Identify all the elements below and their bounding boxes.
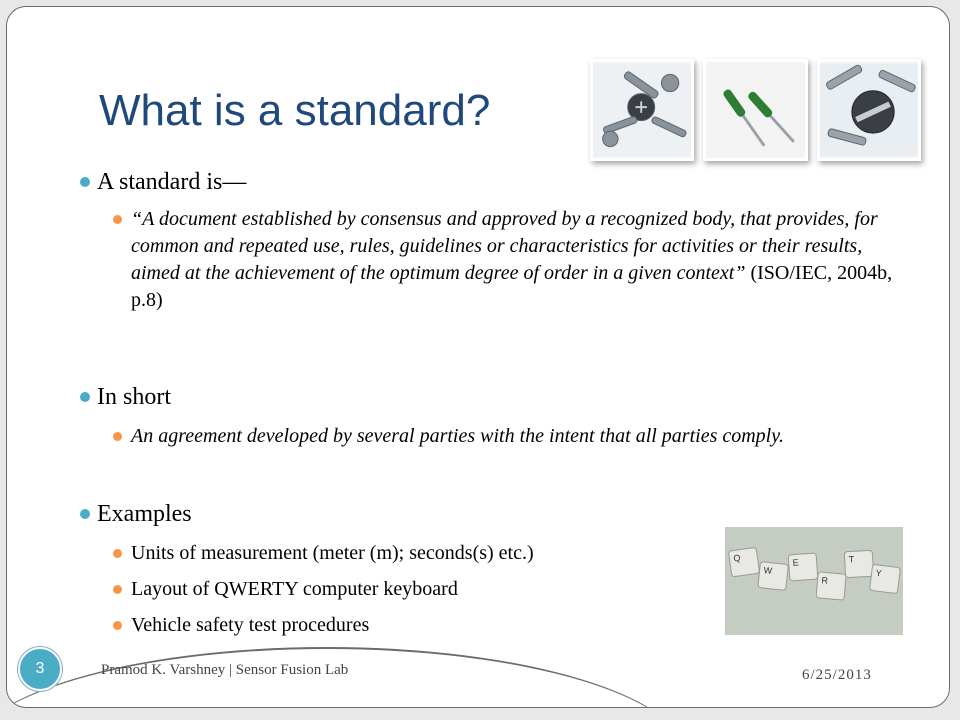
footer-author: Pramod K. Varshney | Sensor Fusion Lab (101, 662, 349, 678)
definition-citation: (ISO/IEC, 2004b, p.8) (131, 262, 893, 311)
header-photo-strip (590, 59, 921, 167)
page-number-badge: 3 (18, 647, 62, 691)
keycap-label: Y (875, 567, 883, 579)
example-item: Vehicle safety test procedures (131, 612, 369, 639)
screw-head-photo (817, 59, 921, 161)
qwerty-keys-photo (725, 527, 903, 635)
definition-quote: “A document established by consensus and approved by a recognized body, that provides, for common and repeated use, rules, guidelines or characteristics for activities or their results, aimed at the achievement of the optimum degree of order in a given context” (131, 208, 878, 284)
bullet-examples: Examples (97, 501, 192, 527)
example-item: Layout of QWERTY computer keyboard (131, 576, 458, 603)
screwdrivers-photo (703, 59, 807, 161)
slide (6, 6, 950, 708)
slide-content (7, 7, 949, 707)
bullet-in-short: In short (97, 384, 171, 410)
example-item: Units of measurement (meter (m); seconds(s) etc.) (131, 540, 534, 567)
keycap-label: W (763, 565, 773, 576)
keycap-label: R (821, 575, 829, 586)
footer-date: 6/25/2013 (802, 667, 872, 683)
keycap-label: Q (732, 552, 742, 564)
slide-title: What is a standard? (99, 86, 491, 135)
in-short-item: An agreement developed by several parties with the intent that all parties comply. (131, 423, 784, 450)
keycap-label: T (848, 554, 855, 565)
keycap-label: E (792, 557, 800, 568)
bullet-standard-is: A standard is— (97, 169, 247, 195)
screws-photo (590, 59, 694, 161)
standard-definition (131, 206, 911, 314)
